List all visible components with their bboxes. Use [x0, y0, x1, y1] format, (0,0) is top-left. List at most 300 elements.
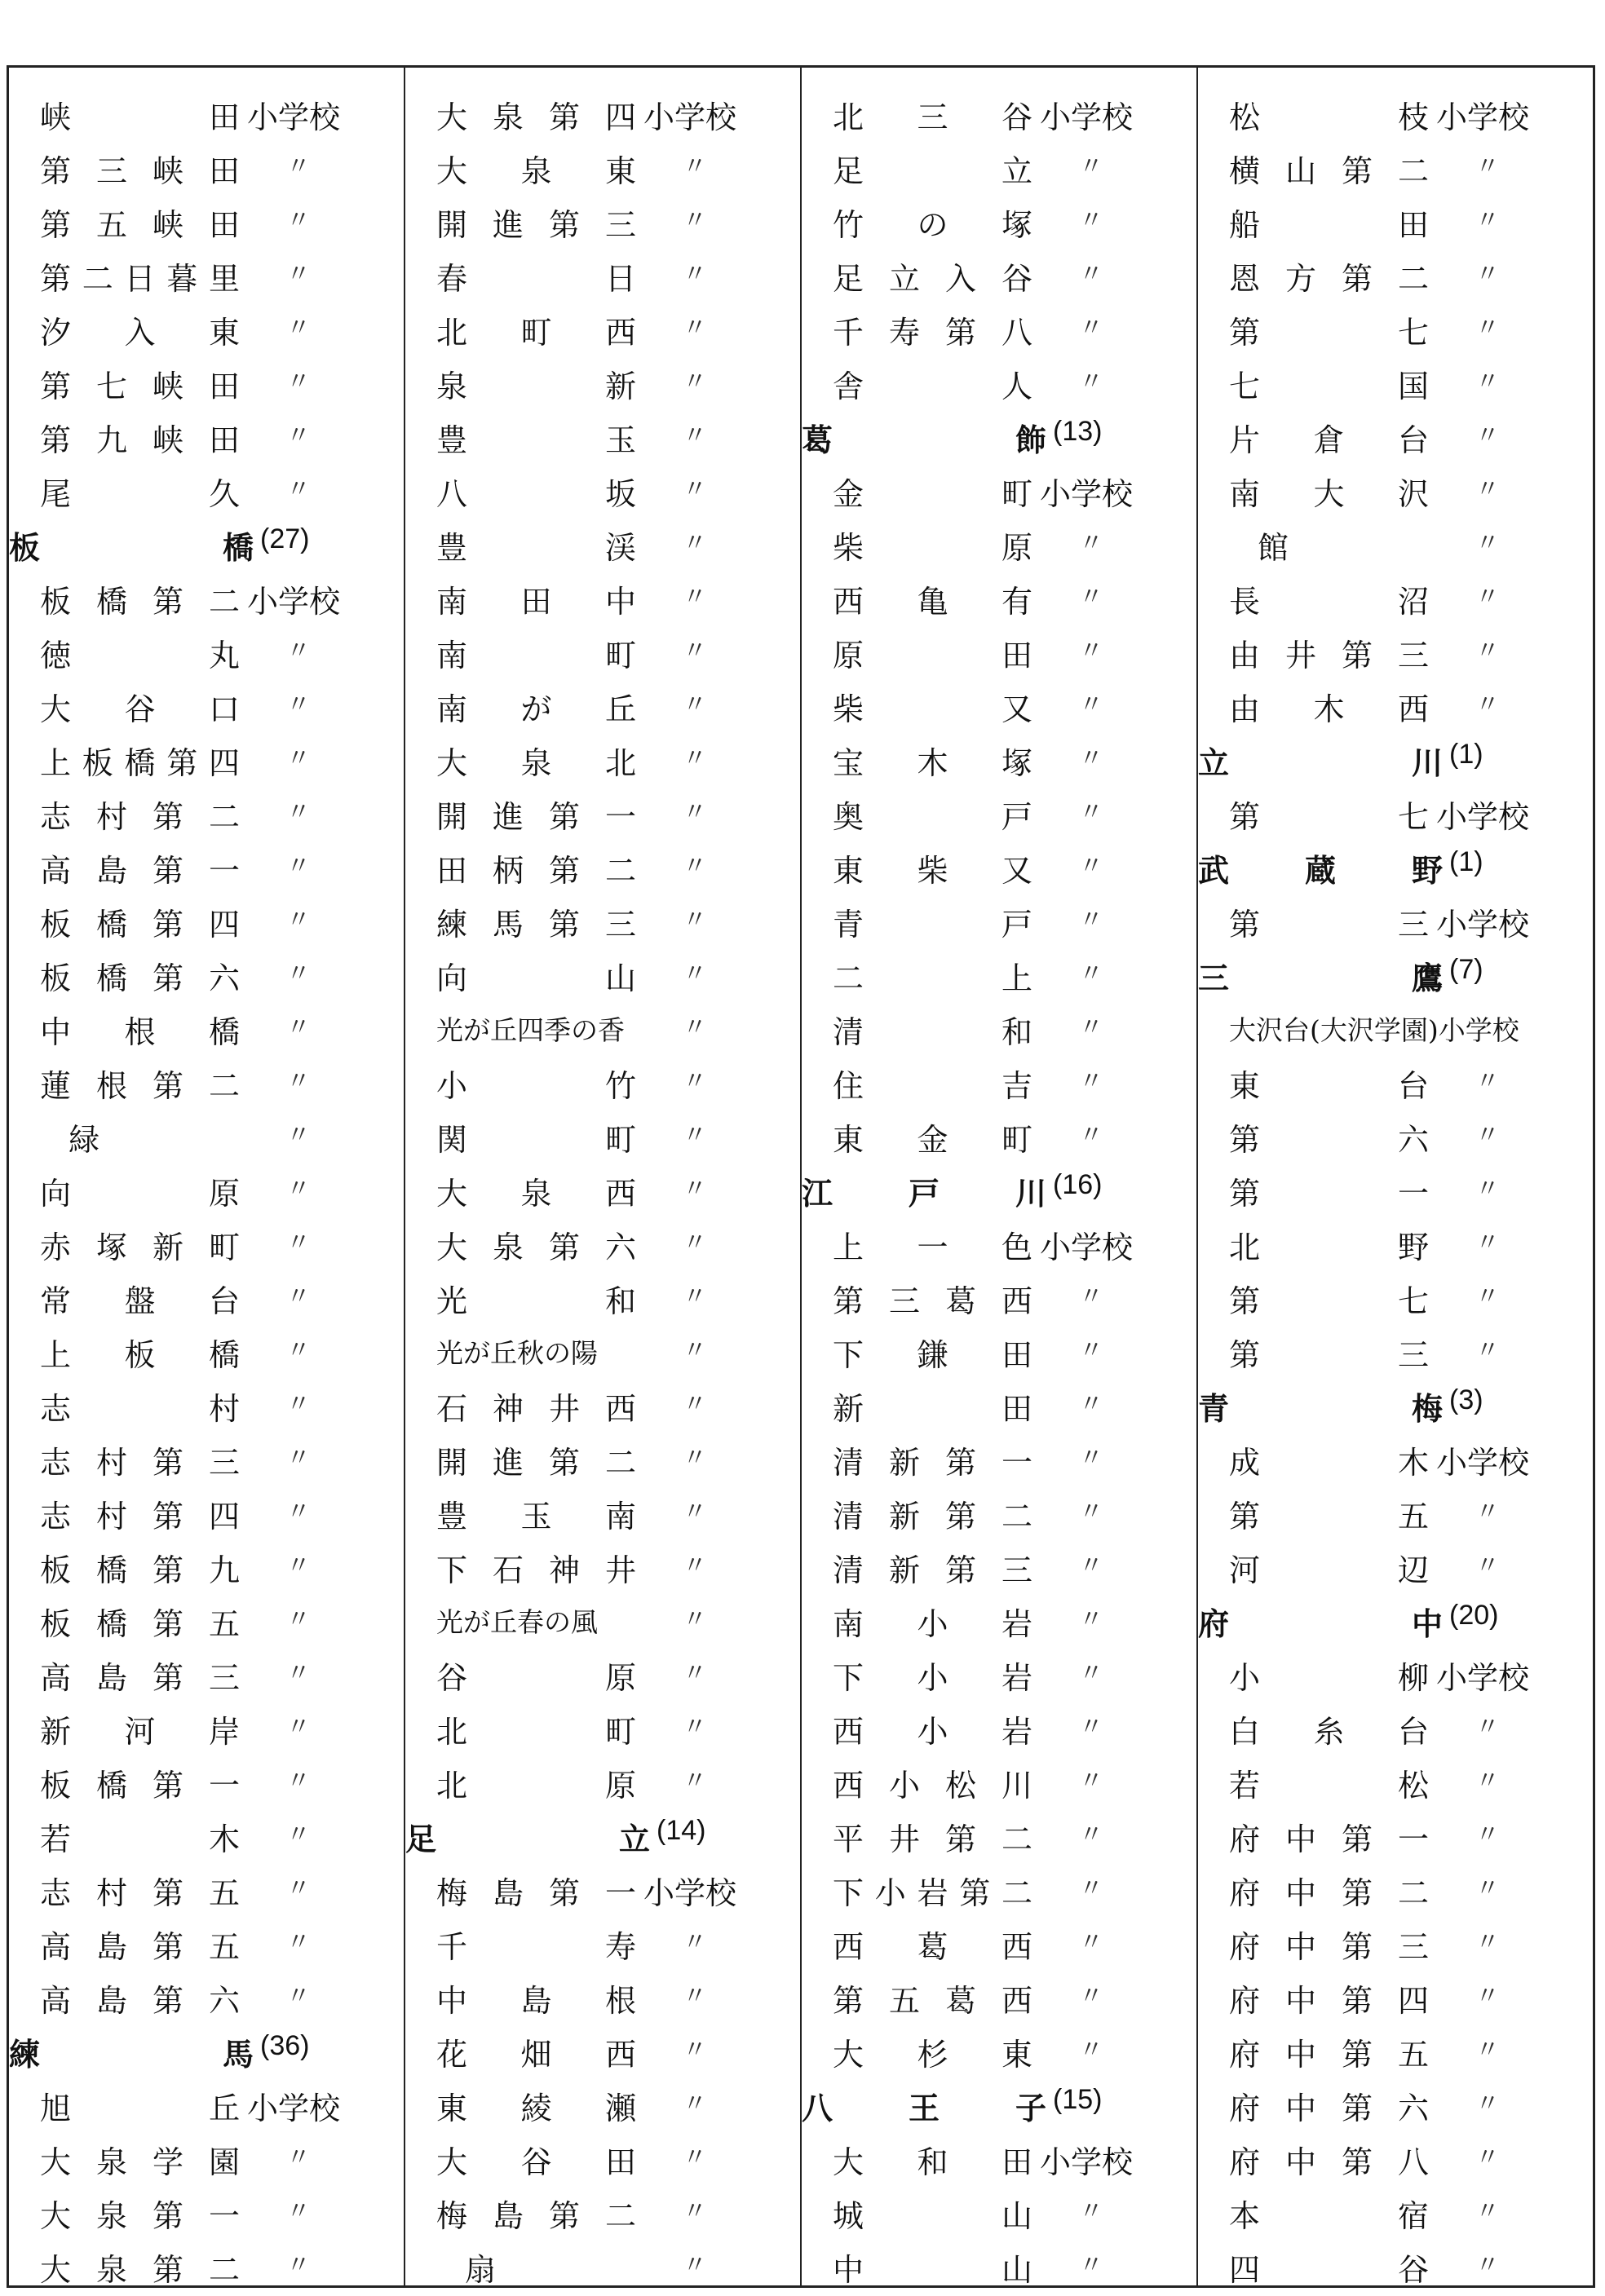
- school-name: 北野: [1229, 1230, 1429, 1265]
- school-name: 府中第一: [1229, 1821, 1429, 1857]
- school-name: 館: [1257, 530, 1289, 566]
- ditto-mark: 〃: [683, 314, 707, 342]
- school-row: [9, 2129, 404, 2183]
- school-row: [1198, 622, 1593, 676]
- ditto-mark: 〃: [286, 2251, 311, 2280]
- school-name: 由井第三: [1229, 638, 1429, 673]
- school-name: 北三谷: [833, 99, 1032, 135]
- school-row: [802, 1914, 1196, 1967]
- school-row: [1198, 192, 1593, 245]
- school-count: (1): [1449, 739, 1483, 770]
- school-row: [9, 1214, 404, 1268]
- school-suffix: 小学校: [1436, 1660, 1530, 1696]
- school-name: 豊玉: [436, 422, 636, 458]
- school-name: 東金町: [833, 1122, 1032, 1158]
- school-name: 足立入谷: [833, 261, 1032, 297]
- school-name: 中根橋: [40, 1014, 240, 1050]
- school-row: [802, 891, 1196, 945]
- school-name: 第九峡田: [40, 422, 240, 458]
- school-row: [9, 891, 404, 945]
- school-name: 青戸: [833, 907, 1032, 943]
- school-row: [802, 299, 1196, 353]
- school-name: 下鎌田: [833, 1337, 1032, 1373]
- ditto-mark: 〃: [286, 1928, 311, 1957]
- school-row: [9, 353, 404, 407]
- school-row: [802, 622, 1196, 676]
- school-row: [1198, 891, 1593, 945]
- school-row: [9, 945, 404, 999]
- school-row: [405, 1429, 800, 1483]
- school-name: 志村第二: [40, 799, 240, 835]
- school-row: [1198, 568, 1593, 622]
- ditto-mark: 〃: [1079, 260, 1103, 289]
- school-row: [802, 461, 1196, 514]
- school-row: [405, 1752, 800, 1806]
- school-row: [9, 1967, 404, 2021]
- school-name: 府中第三: [1229, 1929, 1429, 1965]
- ditto-mark: 〃: [683, 368, 707, 396]
- ward-name: 武蔵野: [1198, 853, 1443, 889]
- school-row: [802, 568, 1196, 622]
- ditto-mark: 〃: [1079, 1121, 1103, 1150]
- ditto-mark: 〃: [286, 1552, 311, 1580]
- school-row: [1198, 1698, 1593, 1752]
- school-row: [802, 2236, 1196, 2290]
- school-row: [802, 514, 1196, 568]
- school-name: 練馬第三: [436, 907, 636, 943]
- school-name: 開進第二: [436, 1445, 636, 1481]
- school-name: 関町: [436, 1122, 636, 1158]
- school-row: [802, 1214, 1196, 1268]
- school-count: (27): [260, 523, 310, 554]
- school-row: [405, 1106, 800, 1160]
- school-row: [9, 138, 404, 192]
- school-name: 中島根: [436, 1983, 636, 2019]
- school-row: [405, 1160, 800, 1214]
- ditto-mark: 〃: [286, 1013, 311, 1042]
- school-name: 梅島第二: [436, 2198, 636, 2234]
- school-row: [802, 1752, 1196, 1806]
- school-name: 府中第四: [1229, 1983, 1429, 2019]
- ditto-mark: 〃: [286, 1874, 311, 1903]
- ditto-mark: 〃: [1475, 152, 1500, 181]
- school-name: 田柄第二: [436, 853, 636, 889]
- ward-header: [1198, 1375, 1593, 1429]
- school-row: [1198, 299, 1593, 353]
- school-row: [9, 1268, 404, 1322]
- school-name: 下小岩第二: [833, 1875, 1032, 1911]
- ward-name: 八王子: [802, 2091, 1046, 2126]
- school-name: 第五: [1229, 1499, 1429, 1534]
- ditto-mark: 〃: [1079, 1605, 1103, 1634]
- ditto-mark: 〃: [1475, 1982, 1500, 2011]
- school-name: 恩方第二: [1229, 261, 1429, 297]
- ditto-mark: 〃: [1475, 1175, 1500, 1203]
- ditto-mark: 〃: [286, 152, 311, 181]
- school-name: 徳丸: [40, 638, 240, 673]
- school-name: 大泉第六: [436, 1230, 636, 1265]
- school-suffix: 小学校: [1436, 799, 1530, 835]
- school-row: [1198, 353, 1593, 407]
- school-name: 西小岩: [833, 1714, 1032, 1750]
- school-row: [9, 1322, 404, 1375]
- school-name: 大泉東: [436, 153, 636, 189]
- school-row: [405, 192, 800, 245]
- ditto-mark: 〃: [683, 529, 707, 558]
- ditto-mark: 〃: [683, 852, 707, 881]
- school-name: 梅島第一: [436, 1875, 636, 1911]
- school-row: [1198, 1268, 1593, 1322]
- school-row: [1198, 461, 1593, 514]
- school-name: 扇: [464, 2252, 496, 2288]
- school-suffix: 小学校: [1040, 99, 1134, 135]
- school-row: [1198, 2021, 1593, 2075]
- school-row: [9, 1106, 404, 1160]
- school-row: [802, 730, 1196, 784]
- school-name: 舎人: [833, 369, 1032, 404]
- ditto-mark: 〃: [1475, 1229, 1500, 1257]
- school-name: 千寿: [436, 1929, 636, 1965]
- ditto-mark: 〃: [1475, 2090, 1500, 2118]
- school-name: 原田: [833, 638, 1032, 673]
- ditto-mark: 〃: [683, 1229, 707, 1257]
- school-name: 光和: [436, 1283, 636, 1319]
- school-row: [1198, 1806, 1593, 1860]
- ditto-mark: 〃: [286, 1121, 311, 1150]
- ditto-mark: 〃: [286, 691, 311, 719]
- ditto-mark: 〃: [1079, 2036, 1103, 2064]
- ditto-mark: 〃: [683, 2144, 707, 2172]
- ditto-mark: 〃: [683, 906, 707, 934]
- school-row: [9, 1645, 404, 1698]
- school-row: [405, 568, 800, 622]
- school-suffix: 小学校: [643, 1875, 737, 1911]
- school-row: [405, 353, 800, 407]
- column-3: [802, 68, 1198, 2288]
- school-row: [802, 1591, 1196, 1645]
- ward-header: [9, 514, 404, 568]
- ditto-mark: 〃: [1079, 798, 1103, 827]
- school-row: [802, 1645, 1196, 1698]
- ditto-mark: 〃: [286, 1659, 311, 1688]
- ward-name: 青 梅: [1198, 1391, 1443, 1427]
- school-row: [1198, 1914, 1593, 1967]
- ditto-mark: 〃: [286, 1498, 311, 1526]
- school-row: [9, 1806, 404, 1860]
- school-name: 第二日暮里: [40, 261, 240, 297]
- school-name: 上板橋第四: [40, 745, 240, 781]
- school-name: 光が丘四季の香: [436, 1014, 625, 1046]
- school-row: [1198, 676, 1593, 730]
- school-row: [405, 1860, 800, 1914]
- school-count: (15): [1053, 2084, 1103, 2115]
- school-name: 若木: [40, 1821, 240, 1857]
- school-name: 小 柳: [1229, 1660, 1429, 1696]
- ditto-mark: 〃: [1079, 1067, 1103, 1096]
- school-name: 緑: [68, 1122, 99, 1158]
- school-row: [9, 245, 404, 299]
- ditto-mark: 〃: [1079, 1283, 1103, 1311]
- ditto-mark: 〃: [286, 1982, 311, 2011]
- ditto-mark: 〃: [683, 637, 707, 665]
- ward-header: [405, 1806, 800, 1860]
- ditto-mark: 〃: [1475, 368, 1500, 396]
- school-name: 第三峡田: [40, 153, 240, 189]
- school-name: 府中第八: [1229, 2144, 1429, 2180]
- ditto-mark: 〃: [683, 475, 707, 504]
- school-name: 西亀有: [833, 584, 1032, 620]
- school-row: [1198, 1106, 1593, 1160]
- column-4: [1198, 68, 1593, 2288]
- school-name: 開進第一: [436, 799, 636, 835]
- school-name: 常盤台: [40, 1283, 240, 1319]
- school-row: [1198, 2183, 1593, 2236]
- school-name: 東台: [1229, 1068, 1429, 1104]
- school-row: [802, 2183, 1196, 2236]
- ward-header: [1198, 1591, 1593, 1645]
- school-row: [9, 676, 404, 730]
- ditto-mark: 〃: [683, 1067, 707, 1096]
- ditto-mark: 〃: [1079, 529, 1103, 558]
- school-row: [802, 1053, 1196, 1106]
- ditto-mark: 〃: [1475, 1283, 1500, 1311]
- school-row: [9, 837, 404, 891]
- ditto-mark: 〃: [1475, 1336, 1500, 1365]
- ditto-mark: 〃: [286, 1767, 311, 1795]
- school-name: 第六: [1229, 1122, 1429, 1158]
- ditto-mark: 〃: [1079, 744, 1103, 773]
- ditto-mark: 〃: [286, 1605, 311, 1634]
- school-row: [9, 730, 404, 784]
- school-name: 板橋第九: [40, 1552, 240, 1588]
- ditto-mark: 〃: [1475, 2036, 1500, 2064]
- school-name: 光が丘秋の陽: [436, 1337, 598, 1369]
- school-row: [1198, 138, 1593, 192]
- school-row: [9, 568, 404, 622]
- school-name: 府中第六: [1229, 2091, 1429, 2126]
- school-row: [1198, 1645, 1593, 1698]
- school-suffix: 小学校: [1436, 99, 1530, 135]
- ward-name: 足 立: [405, 1821, 650, 1857]
- school-row: [405, 1698, 800, 1752]
- ditto-mark: 〃: [683, 1121, 707, 1150]
- ditto-mark: 〃: [1079, 2251, 1103, 2280]
- school-name: 二上: [833, 960, 1032, 996]
- school-name: 板橋第二: [40, 584, 240, 620]
- ditto-mark: 〃: [1475, 1874, 1500, 1903]
- school-row: [1198, 1967, 1593, 2021]
- school-row: [802, 2021, 1196, 2075]
- school-name: 船田: [1229, 207, 1429, 243]
- school-row: [802, 676, 1196, 730]
- school-row: [9, 1160, 404, 1214]
- ditto-mark: 〃: [1079, 1336, 1103, 1365]
- school-row: [9, 84, 404, 138]
- ditto-mark: 〃: [286, 422, 311, 450]
- school-name: 光が丘春の風: [436, 1606, 598, 1638]
- school-name: 尾久: [40, 476, 240, 512]
- school-name: 八坂: [436, 476, 636, 512]
- school-row: [802, 1860, 1196, 1914]
- school-name: 大泉西: [436, 1176, 636, 1212]
- ditto-mark: 〃: [286, 1821, 311, 1849]
- school-row: [9, 1860, 404, 1914]
- school-row: [9, 2236, 404, 2290]
- school-row: [802, 138, 1196, 192]
- school-row: [1198, 1160, 1593, 1214]
- ditto-mark: 〃: [683, 1767, 707, 1795]
- school-name: 志村: [40, 1391, 240, 1427]
- ditto-mark: 〃: [1079, 691, 1103, 719]
- ditto-mark: 〃: [683, 2251, 707, 2280]
- ditto-mark: 〃: [1475, 475, 1500, 504]
- school-row: [9, 2183, 404, 2236]
- school-row: [405, 2129, 800, 2183]
- ward-name: 板 橋: [9, 530, 254, 566]
- school-name: 金 町: [833, 476, 1032, 512]
- school-row: [405, 1914, 800, 1967]
- school-name: 横山第二: [1229, 153, 1429, 189]
- school-name: 住吉: [833, 1068, 1032, 1104]
- school-row: [405, 2183, 800, 2236]
- school-name: 奥戸: [833, 799, 1032, 835]
- school-name: 北町西: [436, 315, 636, 351]
- school-row: [9, 299, 404, 353]
- school-count: (3): [1449, 1384, 1483, 1415]
- ditto-mark: 〃: [286, 960, 311, 988]
- school-name: 清新第二: [833, 1499, 1032, 1534]
- school-row: [9, 1375, 404, 1429]
- ditto-mark: 〃: [683, 1713, 707, 1742]
- school-name: 南大沢: [1229, 476, 1429, 512]
- school-name: 志村第三: [40, 1445, 240, 1481]
- ditto-mark: 〃: [1079, 1928, 1103, 1957]
- school-row: [802, 1806, 1196, 1860]
- school-row: [1198, 245, 1593, 299]
- school-name: 蓮根第二: [40, 1068, 240, 1104]
- school-name: 足立: [833, 153, 1032, 189]
- school-row: [802, 1375, 1196, 1429]
- school-name: 第三: [1229, 1337, 1429, 1373]
- ward-header: [802, 1160, 1196, 1214]
- ditto-mark: 〃: [286, 475, 311, 504]
- ditto-mark: 〃: [1079, 960, 1103, 988]
- school-row: [9, 2075, 404, 2129]
- ditto-mark: 〃: [1475, 691, 1500, 719]
- column-2: [405, 68, 802, 2288]
- school-row: [802, 784, 1196, 837]
- school-row: [802, 84, 1196, 138]
- ditto-mark: 〃: [683, 2036, 707, 2064]
- ditto-mark: 〃: [1079, 1390, 1103, 1419]
- ditto-mark: 〃: [1475, 583, 1500, 612]
- school-name: 大泉北: [436, 745, 636, 781]
- school-row: [1198, 2129, 1593, 2183]
- ward-name: 立 川: [1198, 745, 1443, 781]
- school-name: 新田: [833, 1391, 1032, 1427]
- ditto-mark: 〃: [683, 1336, 707, 1365]
- school-suffix: 小学校: [643, 99, 737, 135]
- school-name: 第七峡田: [40, 369, 240, 404]
- ditto-mark: 〃: [683, 1390, 707, 1419]
- ditto-mark: 〃: [683, 1013, 707, 1042]
- school-row: [9, 1914, 404, 1967]
- ditto-mark: 〃: [1475, 1767, 1500, 1795]
- school-name: 大泉第一: [40, 2198, 240, 2234]
- ditto-mark: 〃: [1079, 1713, 1103, 1742]
- ward-header: [1198, 837, 1593, 891]
- school-name: 汐入東: [40, 315, 240, 351]
- ditto-mark: 〃: [286, 314, 311, 342]
- school-name: 花畑西: [436, 2037, 636, 2073]
- school-count: (36): [260, 2030, 310, 2061]
- ditto-mark: 〃: [1079, 1552, 1103, 1580]
- ditto-mark: 〃: [286, 368, 311, 396]
- school-row: [802, 353, 1196, 407]
- ditto-mark: 〃: [1079, 1659, 1103, 1688]
- school-row: [405, 1375, 800, 1429]
- school-row: [1198, 1483, 1593, 1537]
- school-name: 第七: [1229, 1283, 1429, 1319]
- school-row: [405, 2075, 800, 2129]
- school-name: 南町: [436, 638, 636, 673]
- ditto-mark: 〃: [683, 960, 707, 988]
- ditto-mark: 〃: [286, 1390, 311, 1419]
- school-row: [802, 1268, 1196, 1322]
- school-name: 上板橋: [40, 1337, 240, 1373]
- school-row: [405, 1967, 800, 2021]
- school-row: [405, 891, 800, 945]
- ditto-mark: 〃: [1079, 152, 1103, 181]
- school-name: 府中第五: [1229, 2037, 1429, 2073]
- ditto-mark: 〃: [1079, 206, 1103, 235]
- school-name: 府中第二: [1229, 1875, 1429, 1911]
- school-row: [405, 945, 800, 999]
- school-name: 谷原: [436, 1660, 636, 1696]
- school-name: 峡 田: [40, 99, 240, 135]
- school-row: [802, 945, 1196, 999]
- school-name: 大泉第二: [40, 2252, 240, 2288]
- ditto-mark: 〃: [683, 1175, 707, 1203]
- ditto-mark: 〃: [1079, 1444, 1103, 1473]
- ditto-mark: 〃: [1475, 2197, 1500, 2226]
- ditto-mark: 〃: [286, 1444, 311, 1473]
- ward-header: [1198, 730, 1593, 784]
- school-name: 東綾瀬: [436, 2091, 636, 2126]
- school-name: 板橋第六: [40, 960, 240, 996]
- school-row: [802, 1537, 1196, 1591]
- school-name: 開進第三: [436, 207, 636, 243]
- school-name: 若松: [1229, 1768, 1429, 1804]
- school-row: [405, 1483, 800, 1537]
- ditto-mark: 〃: [683, 1928, 707, 1957]
- school-row: [9, 999, 404, 1053]
- ditto-mark: 〃: [1079, 1874, 1103, 1903]
- school-row: [1198, 1214, 1593, 1268]
- ditto-mark: 〃: [286, 206, 311, 235]
- school-suffix: 小学校: [1040, 476, 1134, 512]
- school-name: 第七: [1229, 315, 1429, 351]
- ditto-mark: 〃: [1475, 422, 1500, 450]
- school-name: 下小岩: [833, 1660, 1032, 1696]
- ditto-mark: 〃: [286, 906, 311, 934]
- school-row: [1198, 999, 1593, 1053]
- school-row: [802, 837, 1196, 891]
- school-name: 小竹: [436, 1068, 636, 1104]
- ditto-mark: 〃: [683, 1982, 707, 2011]
- school-name: 板橋第五: [40, 1606, 240, 1642]
- school-row: [802, 245, 1196, 299]
